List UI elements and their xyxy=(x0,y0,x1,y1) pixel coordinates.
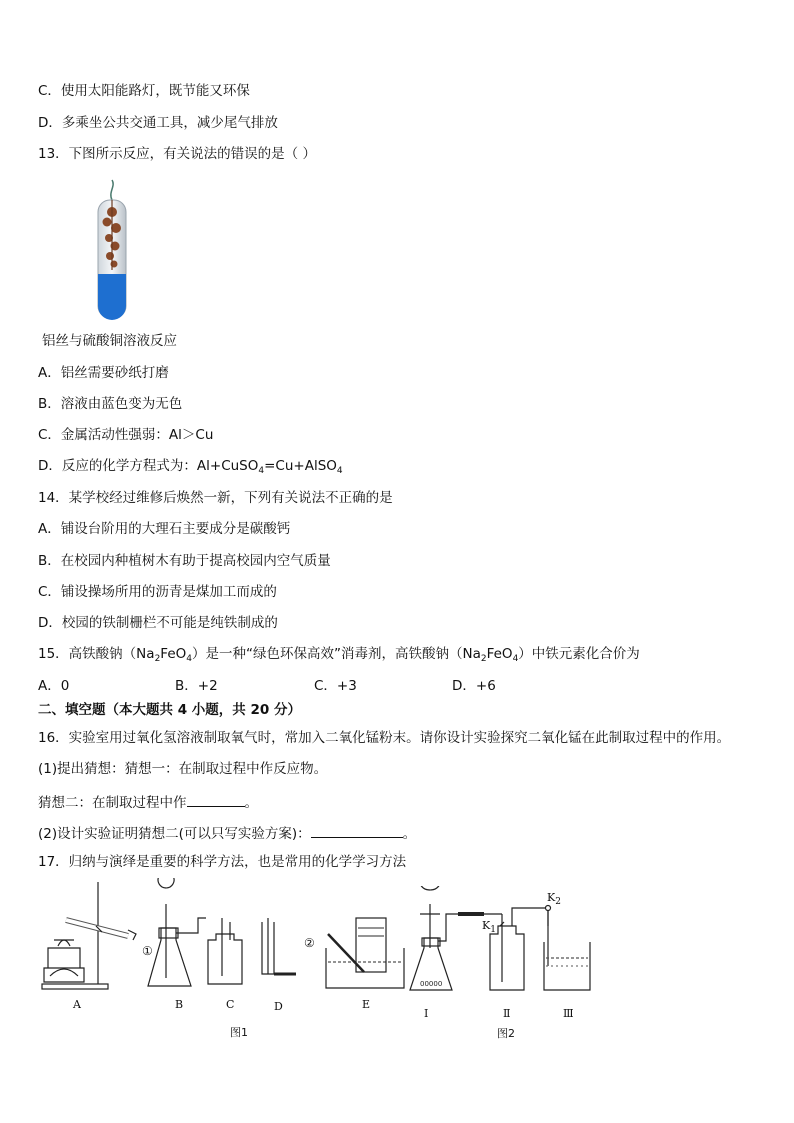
fig2-caption: 图2 xyxy=(497,1027,515,1040)
q16-part2: (2)设计实验证明猜想二(可以只写实验方案)： 。 xyxy=(38,823,416,843)
q16-guess2: 猜想二：在制取过程中作 。 xyxy=(38,792,258,812)
answer-blank[interactable] xyxy=(187,792,245,807)
q12-option-d: D．多乘坐公共交通工具，减少尾气排放 xyxy=(38,115,278,131)
fig1-label-b: B xyxy=(175,998,184,1011)
fig2-label-i: Ⅰ xyxy=(424,1007,429,1020)
q16-part1: (1)提出猜想：猜想一：在制取过程中作反应物。 xyxy=(38,761,328,777)
answer-blank[interactable] xyxy=(311,823,403,838)
fig1-marker-2: ② xyxy=(304,936,315,950)
fig2-k2: $K_2$ xyxy=(547,891,561,907)
q16-stem: 16．实验室用过氧化氢溶液制取氧气时，常加入二氧化锰粉末。请你设计实验探究二氧化锰在此制取过程中的作用。 xyxy=(38,730,731,746)
fig1-label-a: A xyxy=(73,998,81,1011)
q15-option-c: C．+3 xyxy=(314,678,357,694)
q13-option-c: C．金属活动性强弱：Al＞Cu xyxy=(38,427,214,443)
section-title: 二、填空题（本大题共 4 小题，共 20 分） xyxy=(38,702,301,718)
fig1-label-d: D xyxy=(274,1000,283,1013)
q15-stem: 15．高铁酸钠$(Na_2FeO_4)$是一种“绿色环保高效”消毒剂，高铁酸钠$(Na_2FeO_4)$中铁元素化合价为 xyxy=(38,646,640,664)
q14-option-a: A．铺设台阶用的大理石主要成分是碳酸钙 xyxy=(38,521,291,537)
test-tube-image xyxy=(92,178,132,324)
figure2-apparatus xyxy=(406,886,596,996)
q17-stem: 17．归纳与演绎是重要的科学方法，也是常用的化学学习方法 xyxy=(38,854,407,870)
q14-option-d: D．校园的铁制栅栏不可能是纯铁制成的 xyxy=(38,615,278,631)
q15-option-b: B．+2 xyxy=(175,678,218,694)
q15-option-a: A．0 xyxy=(38,678,70,694)
q13-caption: 铝丝与硫酸铜溶液反应 xyxy=(42,333,177,349)
fig1-label-c: C xyxy=(226,998,235,1011)
fig1-label-e: E xyxy=(362,998,371,1011)
fig2-k1: $K_1$ xyxy=(482,919,496,935)
q14-option-c: C．铺设操场所用的沥青是煤加工而成的 xyxy=(38,584,277,600)
fig1-caption: 图1 xyxy=(230,1026,248,1039)
svg-text:00000: 00000 xyxy=(420,980,443,988)
q15-option-d: D．+6 xyxy=(452,678,496,694)
q13-option-a: A．铝丝需要砂纸打磨 xyxy=(38,365,169,381)
q13-stem: 13．下图所示反应，有关说法的错误的是（ ） xyxy=(38,146,316,162)
figure1-apparatus xyxy=(36,878,411,996)
fig2-label-ii: Ⅱ xyxy=(503,1007,511,1020)
fig2-label-iii: Ⅲ xyxy=(563,1007,574,1020)
q12-option-c: C．使用太阳能路灯，既节能又环保 xyxy=(38,83,250,99)
fig1-marker-1: ① xyxy=(142,944,153,958)
q13-option-d: D．反应的化学方程式为：Al+CuSO$_4$=Cu+AlSO$_4$ xyxy=(38,458,343,476)
q14-stem: 14．某学校经过维修后焕然一新，下列有关说法不正确的是 xyxy=(38,490,393,506)
q13-option-b: B．溶液由蓝色变为无色 xyxy=(38,396,183,412)
q14-option-b: B．在校园内种植树木有助于提高校园内空气质量 xyxy=(38,553,331,569)
